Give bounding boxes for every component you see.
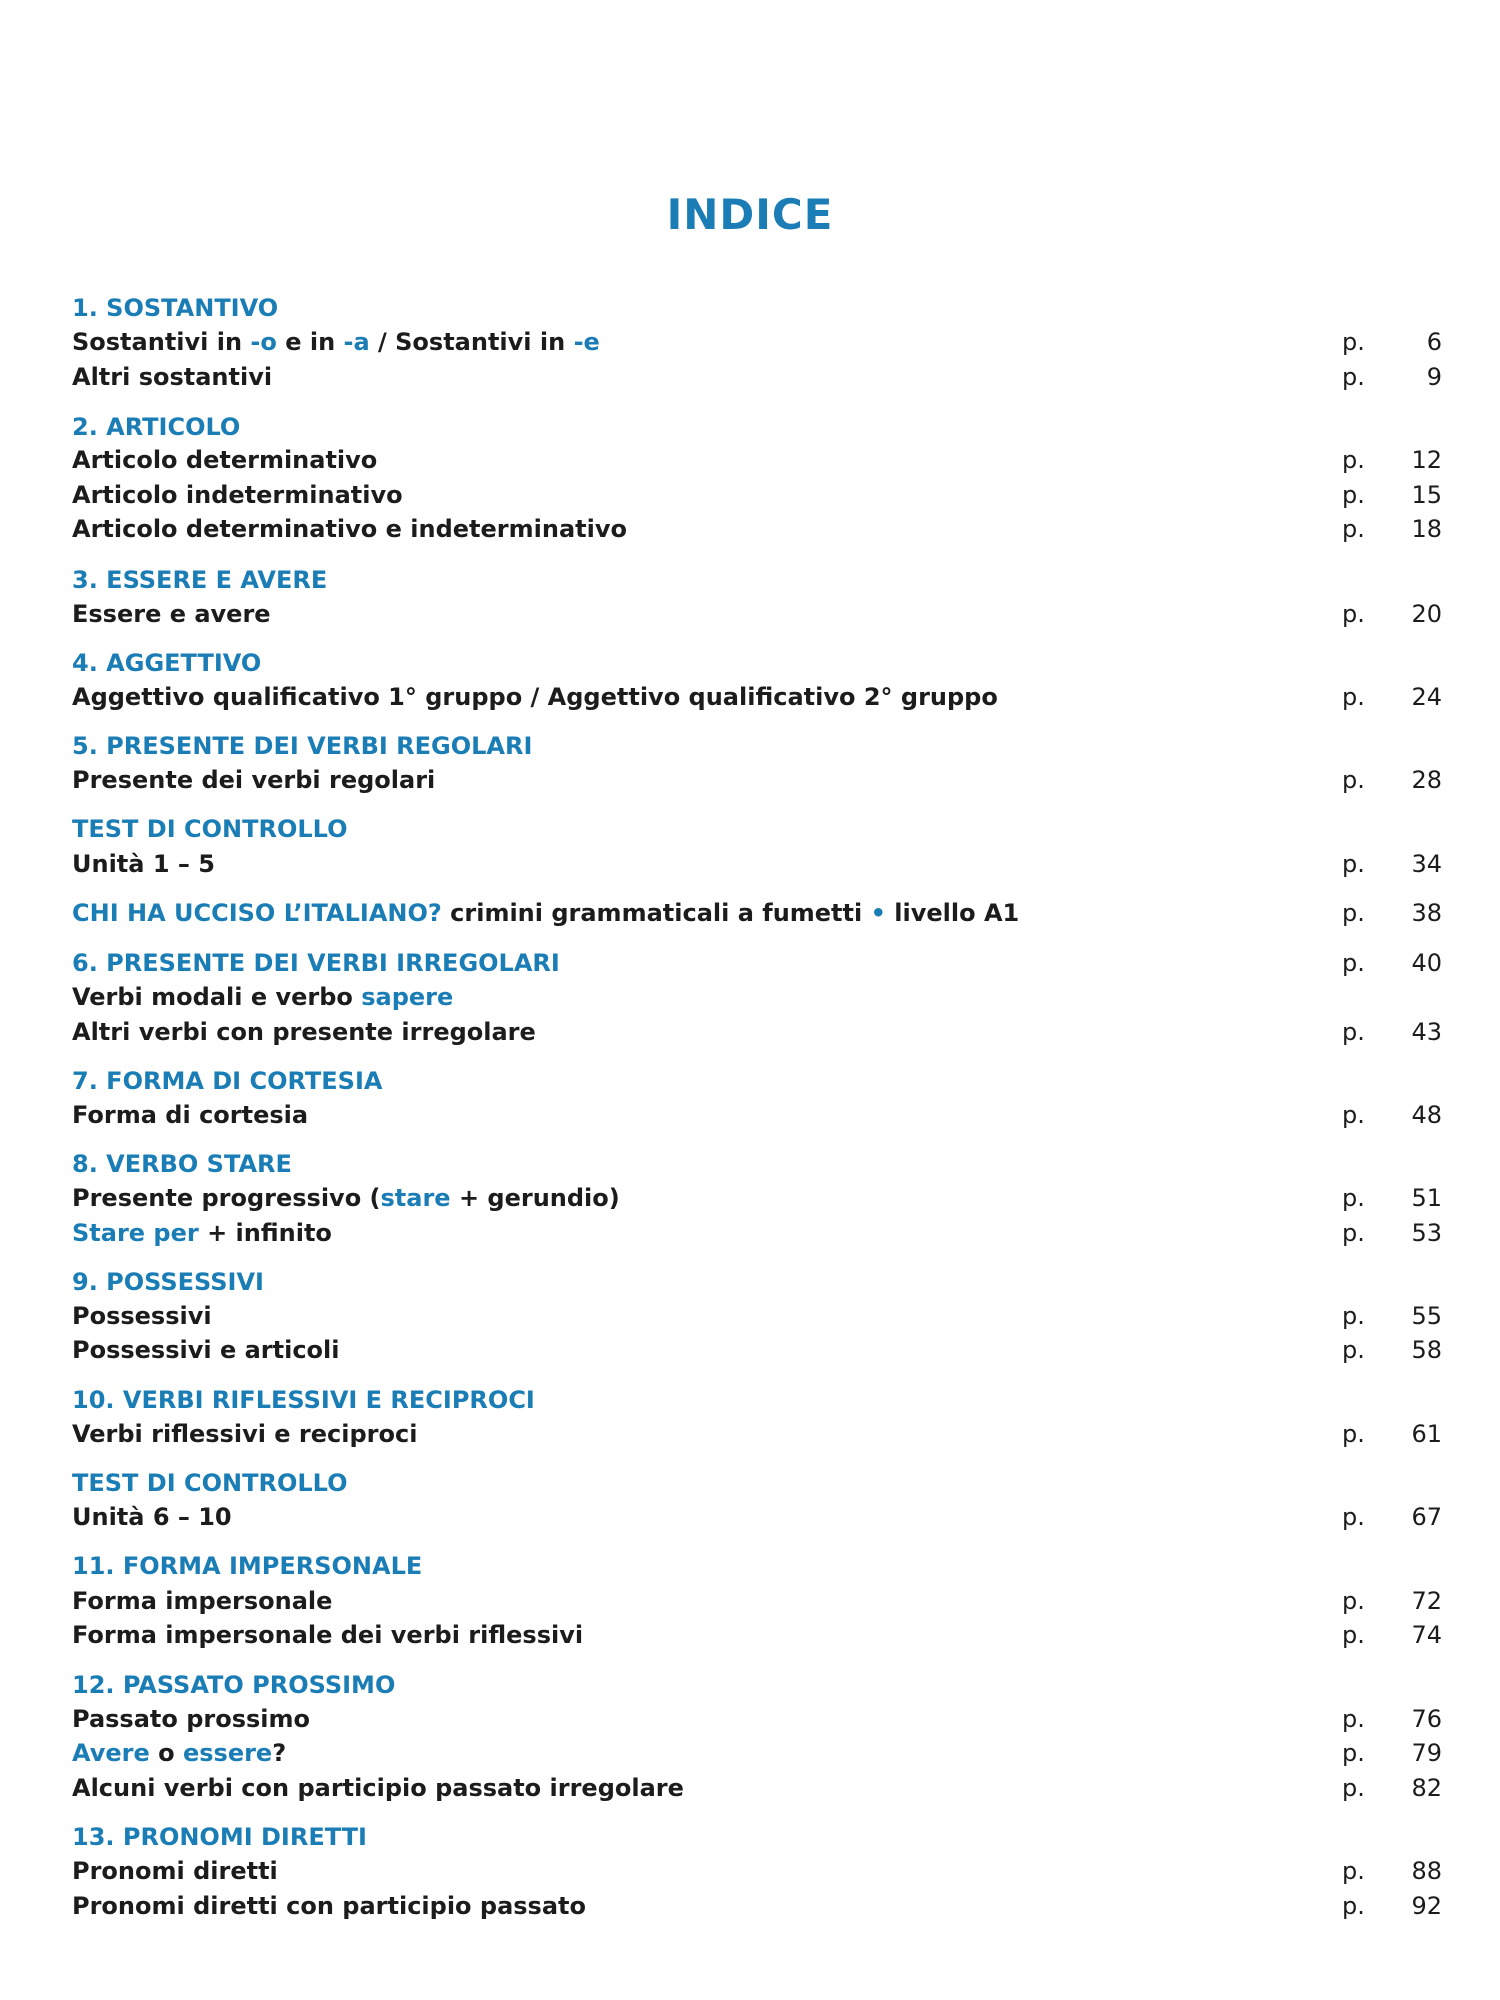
page-abbrev: p.	[1342, 1018, 1365, 1046]
page-number: 72	[1411, 1587, 1442, 1615]
toc-entry[interactable]	[72, 1219, 1442, 1253]
section-title: 2. ARTICOLO	[72, 413, 241, 441]
page-abbrev: p.	[1342, 481, 1365, 509]
page-number: 12	[1411, 446, 1442, 474]
entry-text-part: Verbi modali e verbo	[72, 983, 362, 1011]
entry-text-part: ?	[272, 1739, 287, 1767]
entry-text-part: crimini grammaticali a fumetti	[441, 899, 871, 927]
entry-title: Unità 1 – 5	[72, 850, 215, 878]
entry-title: Altri sostantivi	[72, 363, 273, 391]
page-number: 79	[1411, 1739, 1442, 1767]
section-title: 1. SOSTANTIVO	[72, 294, 279, 322]
page-abbrev: p.	[1342, 1705, 1365, 1733]
toc-section-heading	[72, 649, 1442, 683]
section-title: 6. PRESENTE DEI VERBI IRREGOLARI	[72, 949, 560, 977]
section-title: TEST DI CONTROLLO	[72, 815, 348, 843]
section-title: 7. FORMA DI CORTESIA	[72, 1067, 383, 1095]
toc-section-heading	[72, 413, 1442, 447]
page-abbrev: p.	[1342, 850, 1365, 878]
entry-text-part: o	[149, 1739, 183, 1767]
page-abbrev: p.	[1342, 1302, 1365, 1330]
toc-entry[interactable]	[72, 1420, 1442, 1454]
entry-title	[72, 1219, 332, 1247]
toc-section-heading	[72, 294, 1442, 328]
toc-entry[interactable]	[72, 1621, 1442, 1655]
entry-text-part: Avere	[72, 1739, 150, 1767]
page-number: 24	[1411, 683, 1442, 711]
entry-title	[72, 328, 600, 356]
page-number: 53	[1411, 1219, 1442, 1247]
entry-title: Articolo determinativo	[72, 446, 378, 474]
page-number: 82	[1411, 1774, 1442, 1802]
entry-title: Altri verbi con presente irregolare	[72, 1018, 536, 1046]
toc-section-heading	[72, 1552, 1442, 1586]
toc-section-heading	[72, 1150, 1442, 1184]
section-title: 10. VERBI RIFLESSIVI E RECIPROCI	[72, 1386, 535, 1414]
page-number: 88	[1411, 1857, 1442, 1885]
toc-section-heading	[72, 1671, 1442, 1705]
section-title: 13. PRONOMI DIRETTI	[72, 1823, 367, 1851]
section-title: 12. PASSATO PROSSIMO	[72, 1671, 396, 1699]
toc-entry[interactable]	[72, 1857, 1442, 1891]
entry-title: Verbi riflessivi e reciproci	[72, 1420, 418, 1448]
page-number: 92	[1411, 1892, 1442, 1920]
section-title: TEST DI CONTROLLO	[72, 1469, 348, 1497]
page-number: 6	[1426, 328, 1442, 356]
entry-title: Alcuni verbi con participio passato irregolare	[72, 1774, 684, 1802]
toc-entry[interactable]	[72, 683, 1442, 717]
entry-title: Unità 6 – 10	[72, 1503, 232, 1531]
entry-text-part: stare	[380, 1184, 451, 1212]
entry-title: Pronomi diretti con participio passato	[72, 1892, 586, 1920]
entry-title: Presente dei verbi regolari	[72, 766, 436, 794]
toc-entry[interactable]	[72, 1302, 1442, 1336]
page-abbrev: p.	[1342, 1101, 1365, 1129]
entry-title: Articolo indeterminativo	[72, 481, 403, 509]
entry-title	[72, 1739, 286, 1767]
page-number: 40	[1411, 949, 1442, 977]
entry-title: Pronomi diretti	[72, 1857, 278, 1885]
page-abbrev: p.	[1342, 949, 1365, 977]
toc-section-heading	[72, 1386, 1442, 1420]
page-abbrev: p.	[1342, 899, 1365, 927]
section-title: 11. FORMA IMPERSONALE	[72, 1552, 423, 1580]
page-number: 61	[1411, 1420, 1442, 1448]
entry-text-part: CHI HA UCCISO L’ITALIANO?	[72, 899, 442, 927]
entry-text-part: Sostantivi in	[72, 328, 251, 356]
entry-text-part: + gerundio)	[450, 1184, 620, 1212]
page-number: 28	[1411, 766, 1442, 794]
page-abbrev: p.	[1342, 515, 1365, 543]
section-title: 5. PRESENTE DEI VERBI REGOLARI	[72, 732, 533, 760]
page-abbrev: p.	[1342, 1739, 1365, 1767]
page-abbrev: p.	[1342, 1857, 1365, 1885]
entry-text-part: / Sostantivi in	[369, 328, 574, 356]
toc-section-heading	[72, 1823, 1442, 1857]
toc-entry[interactable]	[72, 1101, 1442, 1135]
section-title: 8. VERBO STARE	[72, 1150, 292, 1178]
page-abbrev: p.	[1342, 1587, 1365, 1615]
page-number: 43	[1411, 1018, 1442, 1046]
toc-entry[interactable]	[72, 983, 1442, 1017]
page-number: 76	[1411, 1705, 1442, 1733]
toc-section-heading	[72, 732, 1442, 766]
page-abbrev: p.	[1342, 1774, 1365, 1802]
entry-text-part: essere	[182, 1739, 273, 1767]
entry-text-part: -a	[343, 328, 370, 356]
toc-section-heading[interactable]	[72, 949, 1442, 983]
page-abbrev: p.	[1342, 446, 1365, 474]
entry-text-part: + infinito	[198, 1219, 332, 1247]
page-abbrev: p.	[1342, 600, 1365, 628]
toc-entry[interactable]	[72, 850, 1442, 884]
bullet-separator: •	[870, 899, 886, 927]
entry-title	[72, 1184, 620, 1212]
toc-entry[interactable]	[72, 1774, 1442, 1808]
entry-title: Forma impersonale	[72, 1587, 333, 1615]
toc-entry[interactable]	[72, 600, 1442, 634]
page-title: INDICE	[666, 190, 834, 239]
entry-text-part: -e	[573, 328, 600, 356]
toc-section-heading	[72, 566, 1442, 600]
toc-section-heading	[72, 1067, 1442, 1101]
toc-entry[interactable]	[72, 446, 1442, 480]
toc-entry[interactable]	[72, 1739, 1442, 1773]
entry-text-part: sapere	[361, 983, 454, 1011]
section-title: 4. AGGETTIVO	[72, 649, 262, 677]
entry-text-part: Stare per	[72, 1219, 199, 1247]
page-abbrev: p.	[1342, 1420, 1365, 1448]
page-number: 38	[1411, 899, 1442, 927]
page-number: 55	[1411, 1302, 1442, 1330]
page-number: 18	[1411, 515, 1442, 543]
entry-title: Essere e avere	[72, 600, 271, 628]
entry-text-part: Presente progressivo (	[72, 1184, 381, 1212]
toc-entry[interactable]	[72, 1892, 1442, 1926]
entry-title	[72, 899, 1019, 927]
page-number: 67	[1411, 1503, 1442, 1531]
toc-entry[interactable]	[72, 1018, 1442, 1052]
page-number: 58	[1411, 1336, 1442, 1364]
toc-entry[interactable]	[72, 1503, 1442, 1537]
entry-title	[72, 983, 453, 1011]
toc-entry[interactable]	[72, 515, 1442, 549]
section-title: 9. POSSESSIVI	[72, 1268, 264, 1296]
toc-entry[interactable]	[72, 1184, 1442, 1218]
page-abbrev: p.	[1342, 1892, 1365, 1920]
toc-entry[interactable]	[72, 1336, 1442, 1370]
toc-section-heading	[72, 1469, 1442, 1503]
toc-section-heading	[72, 1268, 1442, 1302]
page-abbrev: p.	[1342, 363, 1365, 391]
entry-title: Forma impersonale dei verbi riflessivi	[72, 1621, 584, 1649]
entry-title: Aggettivo qualificativo 1° gruppo / Aggettivo qualificativo 2° gruppo	[72, 683, 998, 711]
page-abbrev: p.	[1342, 683, 1365, 711]
entry-text-part: e in	[276, 328, 344, 356]
toc-entry[interactable]	[72, 1705, 1442, 1739]
page-number: 34	[1411, 850, 1442, 878]
page-abbrev: p.	[1342, 1219, 1365, 1247]
entry-title: Passato prossimo	[72, 1705, 311, 1733]
page-number: 74	[1411, 1621, 1442, 1649]
page-abbrev: p.	[1342, 328, 1365, 356]
section-title: 3. ESSERE E AVERE	[72, 566, 328, 594]
page-number: 51	[1411, 1184, 1442, 1212]
toc-entry[interactable]	[72, 481, 1442, 515]
entry-title: Articolo determinativo e indeterminativo	[72, 515, 627, 543]
page-abbrev: p.	[1342, 1184, 1365, 1212]
entry-title: Possessivi	[72, 1302, 212, 1330]
page-abbrev: p.	[1342, 1621, 1365, 1649]
page-abbrev: p.	[1342, 766, 1365, 794]
entry-text-part: -o	[250, 328, 277, 356]
toc-entry[interactable]	[72, 899, 1442, 933]
page-number: 9	[1426, 363, 1442, 391]
page-number: 15	[1411, 481, 1442, 509]
page-number: 20	[1411, 600, 1442, 628]
page-number: 48	[1411, 1101, 1442, 1129]
entry-text-part: livello A1	[885, 899, 1020, 927]
toc-entry[interactable]	[72, 328, 1442, 362]
toc-entry[interactable]	[72, 766, 1442, 800]
toc-section-heading	[72, 815, 1442, 849]
entry-title: Possessivi e articoli	[72, 1336, 340, 1364]
page-abbrev: p.	[1342, 1336, 1365, 1364]
toc-entry[interactable]	[72, 363, 1442, 397]
entry-title: Forma di cortesia	[72, 1101, 309, 1129]
page-abbrev: p.	[1342, 1503, 1365, 1531]
toc-entry[interactable]	[72, 1587, 1442, 1621]
